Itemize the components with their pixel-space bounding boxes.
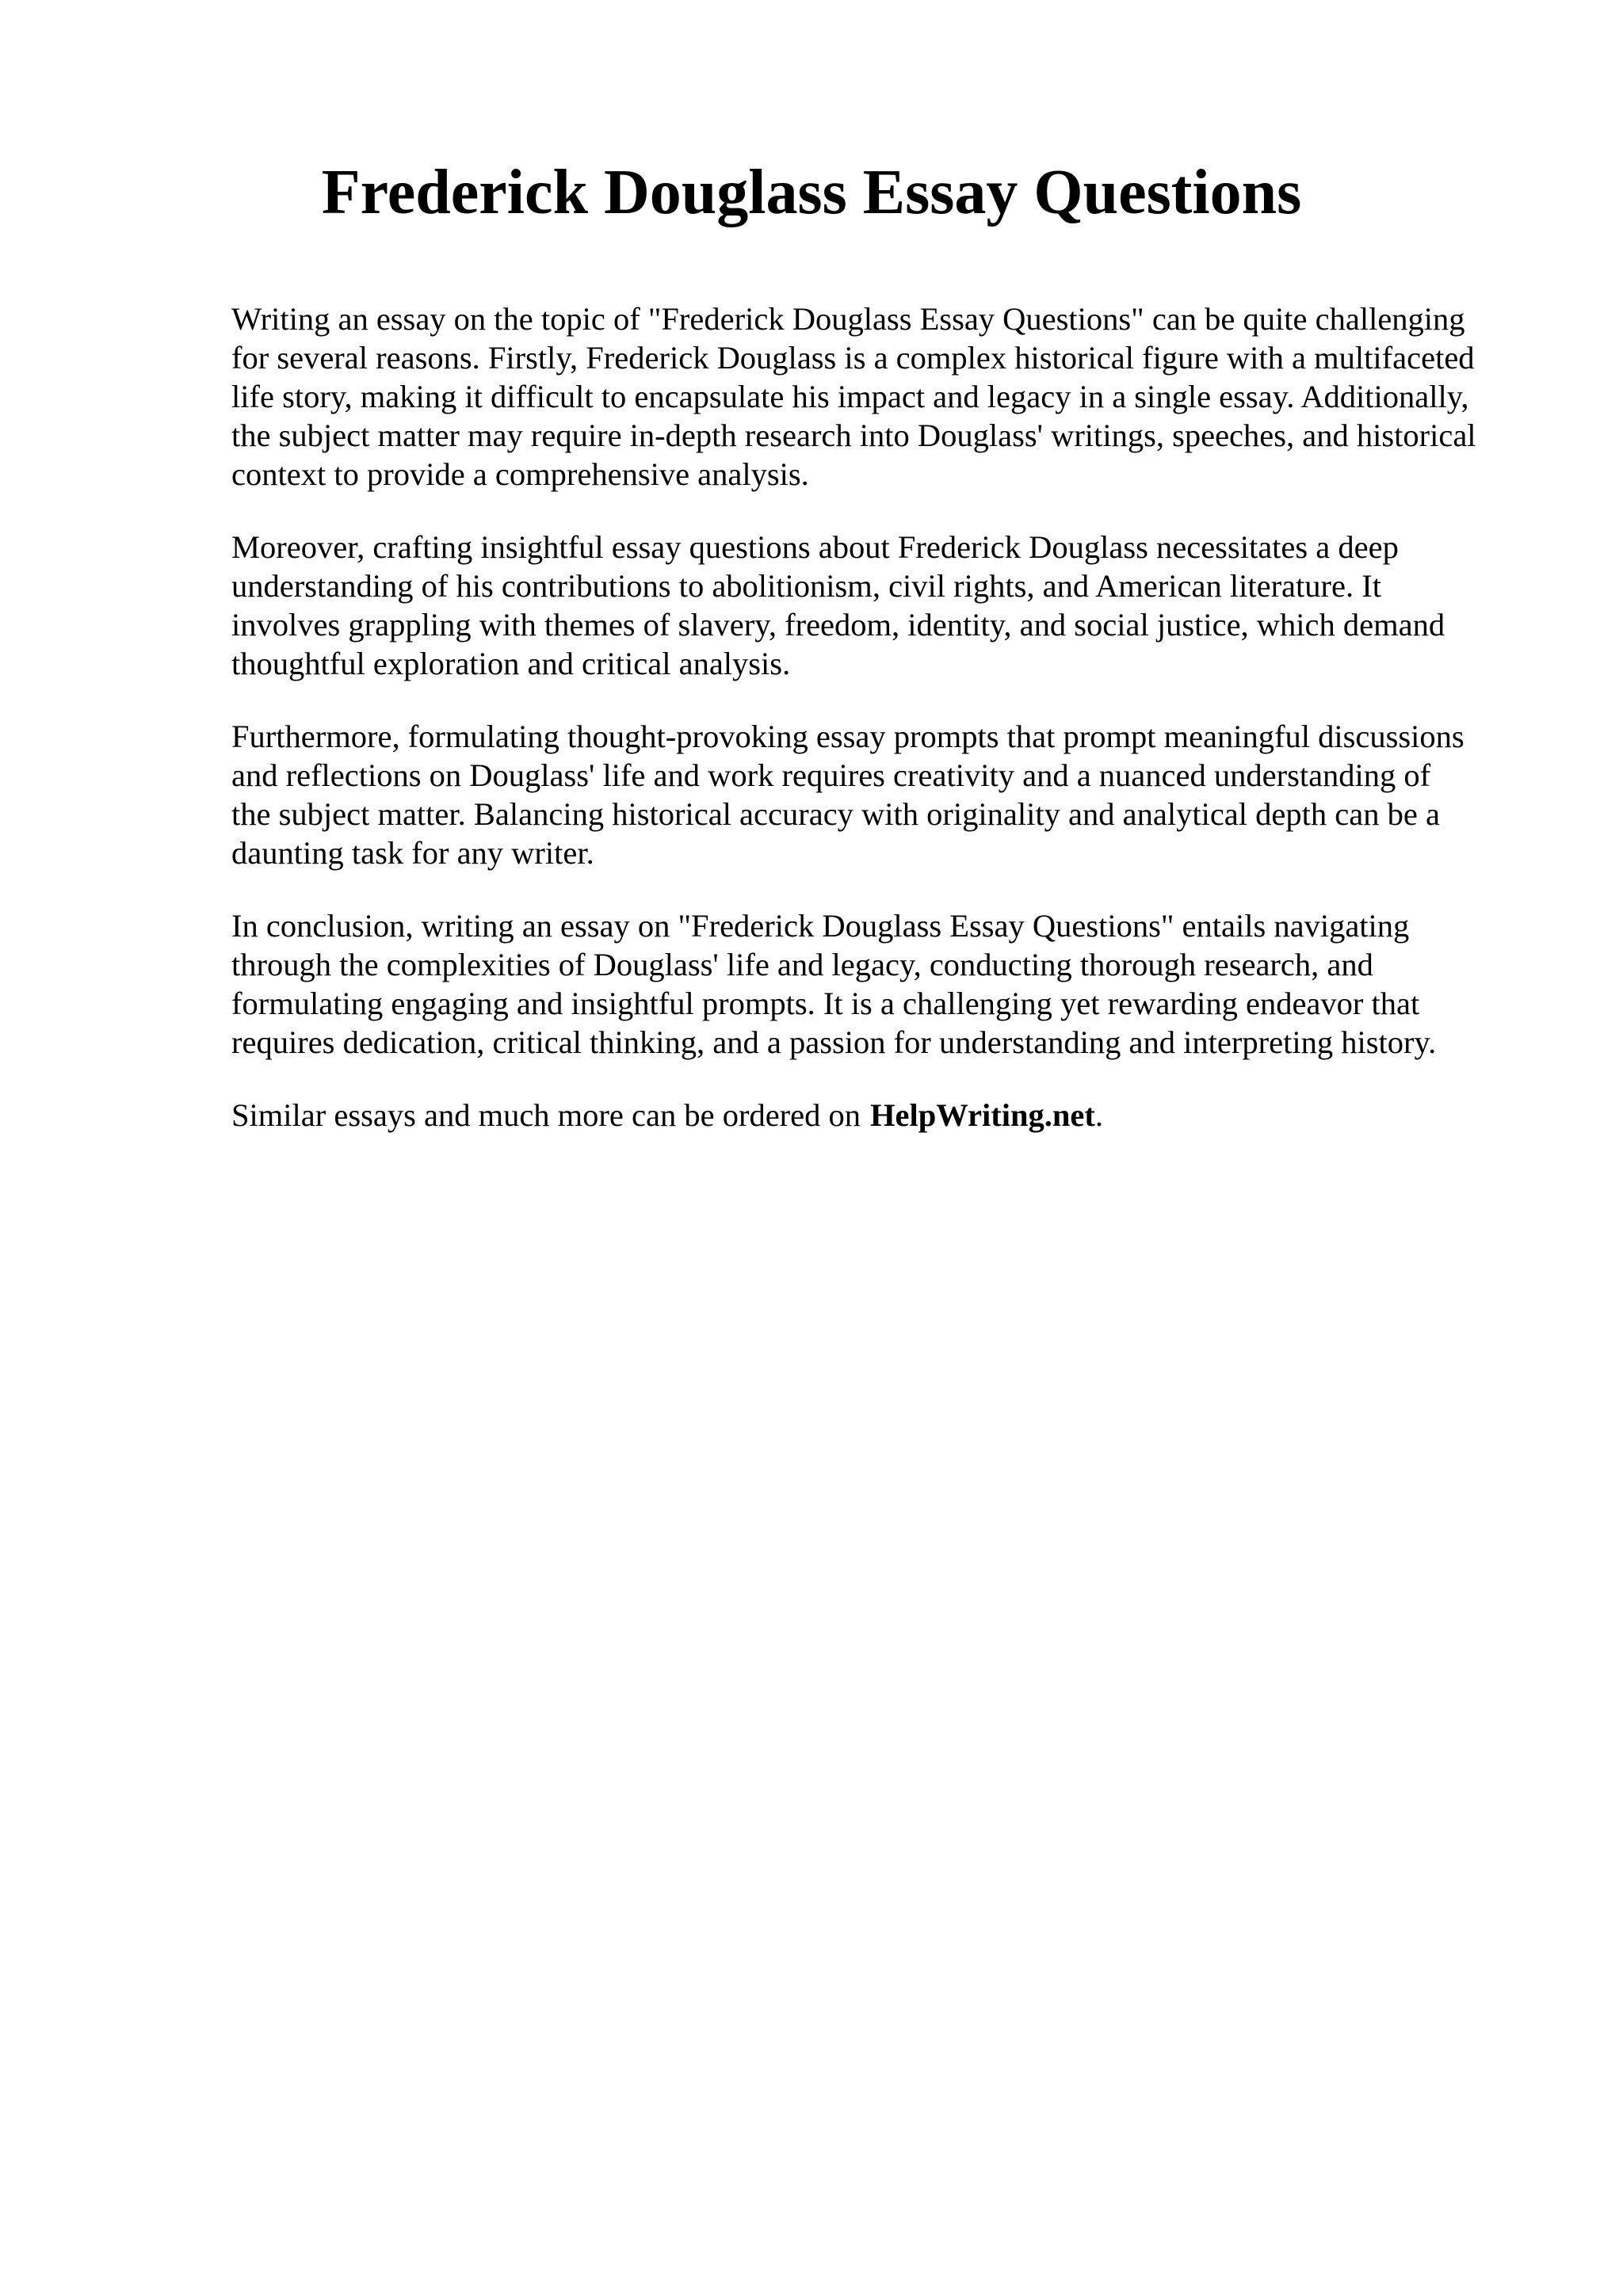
- paragraph-line: In conclusion, writing an essay on "Frederick Douglass Essay Questions" entails navigating: [231, 908, 1410, 944]
- closing-period: .: [1094, 1097, 1104, 1133]
- paragraph-4: [231, 906, 1515, 1062]
- paragraph-line: Moreover, crafting insightful essay questions about Frederick Douglass necessitates a deep: [231, 529, 1399, 565]
- paragraph-line: involves grappling with themes of slavery, freedom, identity, and social justice, which demand: [231, 607, 1445, 643]
- paragraph-line: the subject matter. Balancing historical accuracy with originality and analytical depth can be a: [231, 796, 1440, 832]
- paragraph-line: requires dedication, critical thinking, and a passion for understanding and interpreting history.: [231, 1024, 1437, 1060]
- page-title: Frederick Douglass Essay Questions: [321, 158, 1302, 227]
- paragraph-1: [231, 299, 1515, 494]
- essay-body: [231, 299, 1515, 1169]
- paragraph-line: Writing an essay on the topic of "Frederick Douglass Essay Questions" can be quite challenging: [231, 301, 1465, 337]
- brand-link[interactable]: HelpWriting.net: [870, 1097, 1095, 1133]
- paragraph-line: Furthermore, formulating thought-provoking essay prompts that prompt meaningful discussions: [231, 719, 1465, 754]
- paragraph-line: and reflections on Douglass' life and work requires creativity and a nuanced understanding of: [231, 757, 1431, 793]
- paragraph-line: for several reasons. Firstly, Frederick Douglass is a complex historical figure with a multifaceted: [231, 340, 1475, 376]
- paragraph-line: daunting task for any writer.: [231, 835, 594, 871]
- paragraph-line: thoughtful exploration and critical analysis.: [231, 646, 791, 681]
- paragraph-line: formulating engaging and insightful prompts. It is a challenging yet rewarding endeavor that: [231, 986, 1420, 1021]
- paragraph-2: [231, 528, 1515, 683]
- paragraph-line: context to provide a comprehensive analysis.: [231, 456, 809, 492]
- closing-paragraph: [231, 1096, 1515, 1135]
- paragraph-line: the subject matter may require in-depth research into Douglass' writings, speeches, and historical: [231, 418, 1476, 453]
- paragraph-3: [231, 717, 1515, 872]
- paragraph-line: life story, making it difficult to encapsulate his impact and legacy in a single essay. Additionally,: [231, 379, 1469, 414]
- paragraph-line: through the complexities of Douglass' life and legacy, conducting thorough research, and: [231, 947, 1373, 982]
- paragraph-line: understanding of his contributions to abolitionism, civil rights, and American literature. It: [231, 568, 1381, 604]
- closing-text: Similar essays and much more can be ordered on: [231, 1097, 861, 1133]
